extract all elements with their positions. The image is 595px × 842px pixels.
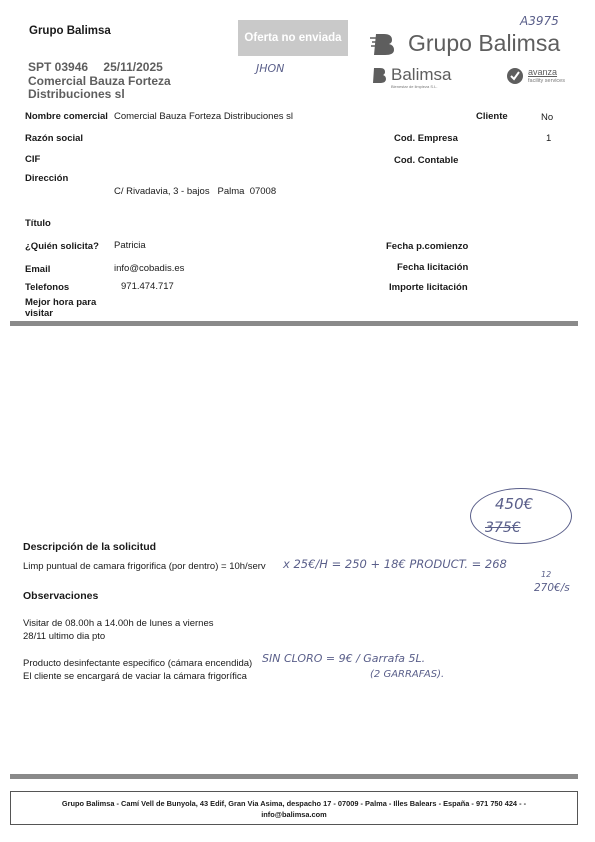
company-name: Grupo Balimsa: [29, 25, 111, 37]
descripcion-heading: Descripción de la solicitud: [23, 541, 157, 553]
descripcion-text: Limp puntual de camara frigorifica (por dentro) = 10h/serv: [23, 561, 266, 572]
footer-email: info@balimsa.com: [261, 810, 327, 819]
nombre-comercial-label: Nombre comercial: [25, 111, 108, 122]
nombre-comercial-value: Comercial Bauza Forteza Distribuciones sl: [114, 111, 293, 122]
fecha-comienzo-label: Fecha p.comienzo: [386, 241, 469, 252]
telefonos-value: 971.474.717: [121, 281, 174, 292]
handwritten-calc-note: 12: [541, 570, 552, 579]
observaciones-line-3: Producto desinfectante especifico (cámara encendida): [23, 658, 253, 669]
observaciones-line-2: 28/11 ultimo dia pto: [23, 631, 106, 642]
cliente-value: No: [541, 112, 554, 123]
divider-top: [10, 321, 578, 326]
cif-label: CIF: [25, 154, 41, 165]
avanza-check-icon: [506, 67, 524, 85]
direccion-value: C/ Rivadavia, 3 - bajos Palma 07008: [114, 186, 277, 197]
balimsa-b-icon: [370, 32, 400, 56]
status-badge: Oferta no enviada: [238, 20, 348, 56]
client-title: Comercial Bauza Forteza Distribuciones sl: [28, 74, 171, 101]
solicita-label: ¿Quién solicita?: [25, 241, 99, 252]
importe-licitacion-label: Importe licitación: [389, 282, 468, 293]
cod-empresa-value: 1: [546, 133, 552, 144]
document-date: 25/11/2025: [103, 60, 163, 74]
email-label: Email: [25, 264, 51, 275]
handwritten-product-note: SIN CLORO = 9€ / Garrafa 5L.: [262, 652, 426, 665]
handwritten-initials: JHON: [256, 62, 285, 75]
balimsa-small-b-icon: [370, 67, 390, 85]
email-value: info@cobadis.es: [114, 263, 185, 274]
cliente-label: Cliente: [476, 111, 508, 122]
handwritten-ref: A3975: [520, 14, 559, 28]
divider-bottom: [10, 774, 578, 779]
handwritten-product-qty: (2 GARRAFAS).: [370, 669, 445, 680]
ref-code: SPT 03946: [28, 60, 89, 74]
handwritten-price-new: 450€: [495, 495, 534, 513]
handwritten-calc: x 25€/H = 250 + 18€ PRODUCT. = 268: [283, 557, 507, 571]
telefonos-label: Telefonos: [25, 282, 70, 293]
handwritten-calc-side: 270€/s: [534, 582, 570, 594]
cod-contable-label: Cod. Contable: [394, 155, 459, 166]
razon-social-label: Razón social: [25, 133, 84, 144]
handwritten-price-old: 375€: [485, 520, 521, 536]
mejor-hora-label: Mejor hora para visitar: [25, 297, 97, 319]
footer-address: Grupo Balimsa - Camí Vell de Bunyola, 43 Edif, Gran Via Asima, despacho 17 - 07009 - Palma - Illes Balears - España - 971 750 424 - -: [61, 799, 527, 808]
observaciones-line-1: Visitar de 08.00h a 14.00h de lunes a viernes: [23, 618, 214, 629]
cod-empresa-label: Cod. Empresa: [394, 133, 458, 144]
observaciones-heading: Observaciones: [23, 590, 99, 602]
solicita-value: Patricia: [114, 240, 146, 251]
footer: [10, 791, 578, 825]
observaciones-line-4: El cliente se encargará de vaciar la cámara frigorífica: [23, 671, 247, 682]
titulo-label: Título: [25, 218, 51, 229]
fecha-licitacion-label: Fecha licitación: [397, 262, 469, 273]
document-ref: [28, 60, 163, 74]
direccion-label: Dirección: [25, 173, 69, 184]
